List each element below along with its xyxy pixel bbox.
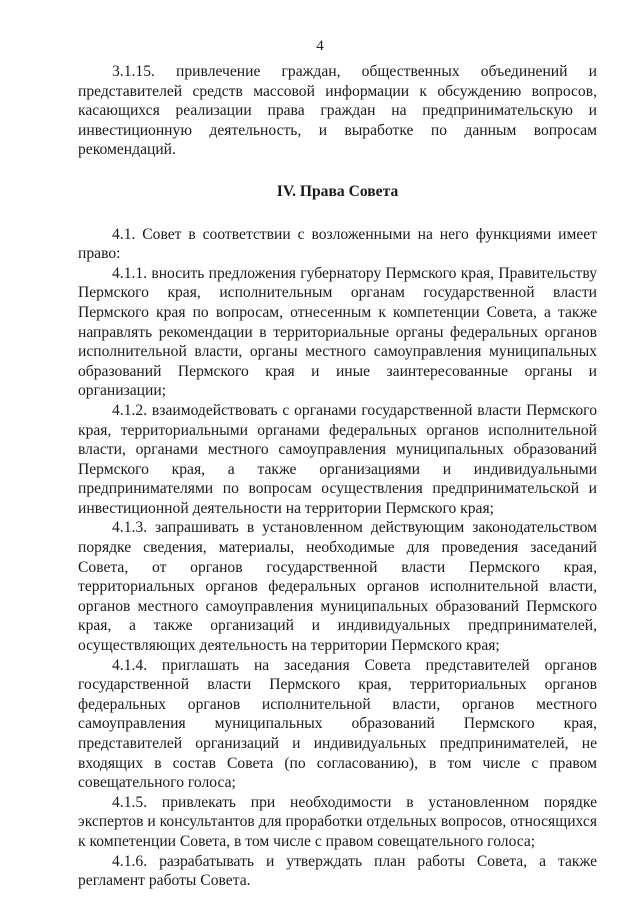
paragraph-4-1-3: 4.1.3. запрашивать в установленном действующим законодательством порядке сведения, материалы, необходимые для проведения заседаний Совета, от органов государственной власти Пермского края, территориальных органов федеральных органов исполнительной власти, органов местного самоуправления муниципальных образований Пермского края, а также организаций и индивидуальных предпринимателей, осуществляющих деятельность на территории Пермского края; <box>78 519 597 655</box>
paragraph-4-1-1: 4.1.1. вносить предложения губернатору Пермского края, Правительству Пермского края, исполнительным органам государственной власти Пермского края по вопросам, отнесенным к компетенции Совета, а также направлять рекомендации в территориальные органы федеральных органов исполнительной власти, органы местного самоуправления муниципальных образований Пермского края и иные заинтересованные органы и организации; <box>78 264 597 400</box>
paragraph-4-1-4: 4.1.4. приглашать на заседания Совета представителей органов государственной власти Пермского края, территориальных органов федеральных органов исполнительной власти, органов местного самоуправления муниципальных образований Пермского края, представителей организаций и индивидуальных предпринимателей, не входящих в состав Совета (по согласованию), в том числе с правом совещательного голоса; <box>78 656 597 792</box>
paragraph-4-1-2: 4.1.2. взаимодействовать с органами государственной власти Пермского края, территориальными органами федеральных органов исполнительной власти, органами местного самоуправления муниципальных образований Пермского края, а также организациями и индивидуальными предпринимателями по вопросам осуществления предпринимательской и инвестиционной деятельности на территории Пермского края; <box>78 401 597 517</box>
paragraph-4-1-5: 4.1.5. привлекать при необходимости в установленном порядке экспертов и консультантов для проработки отдельных вопросов, относящихся к компетенции Совета, в том числе с правом совещательного голоса; <box>78 793 597 850</box>
paragraph-4-1: 4.1. Совет в соответствии с возложенными на него функциями имеет право: <box>78 225 597 263</box>
section-heading: IV. Права Совета <box>276 182 399 200</box>
page-number: 4 <box>316 38 324 54</box>
paragraph-4-1-6: 4.1.6. разрабатывать и утверждать план работы Совета, а также регламент работы Совета. <box>78 852 597 890</box>
paragraph-3-1-15: 3.1.15. привлечение граждан, общественных объединений и представителей средств массовой информации к обсуждению вопросов, касающихся реализации права граждан на предпринимательскую и инвестиционную деятельность, и выработке по данным вопросам рекомендаций. <box>78 63 597 159</box>
document-body <box>78 62 597 891</box>
